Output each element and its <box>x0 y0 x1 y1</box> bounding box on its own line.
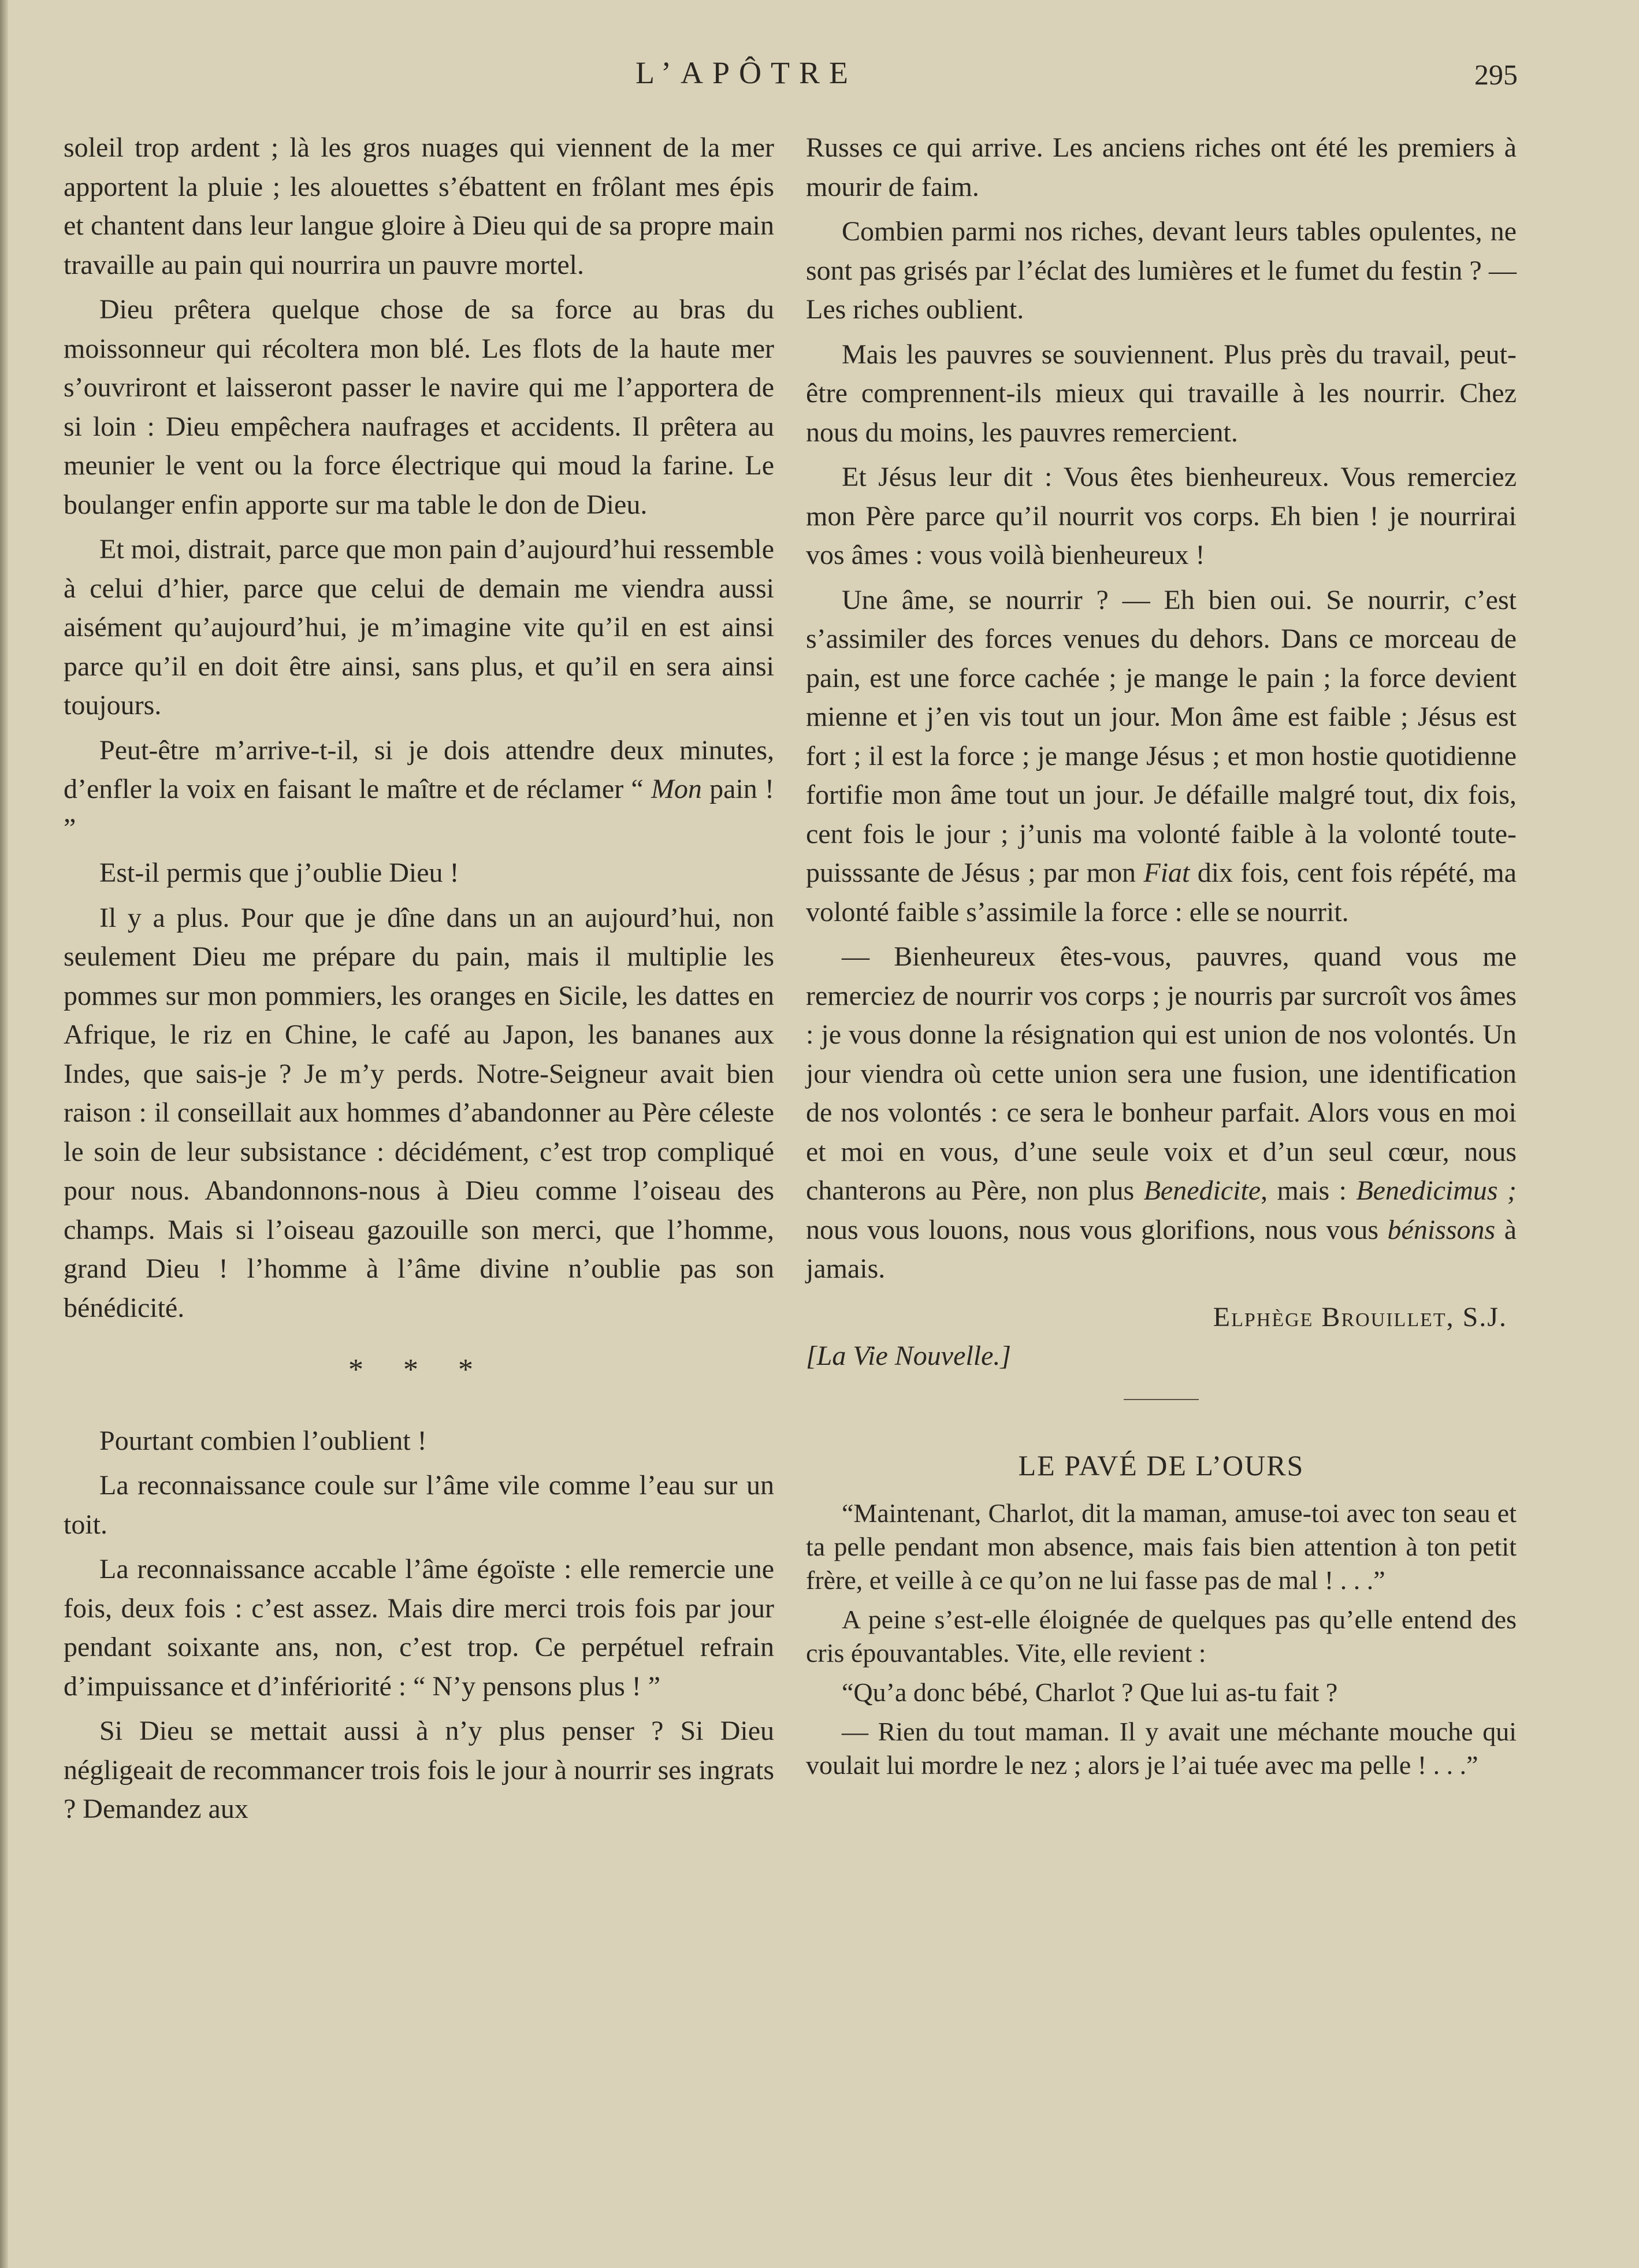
paragraph: Russes ce qui arrive. Les anciens riches ont été les premiers à mourir de faim. <box>806 132 1517 202</box>
article-title: LE PAVÉ DE L’OURS <box>1018 1449 1304 1482</box>
paragraph: La reconnaissance coule sur l’âme vile comme l’eau sur un toit. <box>64 1470 774 1540</box>
paragraph: “Maintenant, Charlot, dit la maman, amuse-toi avec ton seau et ta pelle pendant mon absence, mais fais bien attention à ton petit frère, et veille à ce qu’on ne lui fasse pas de mal ! . . .” <box>806 1498 1517 1595</box>
paragraph <box>806 937 1517 1289</box>
paragraph: Et Jésus leur dit : Vous êtes bienheureux. Vous remerciez mon Père parce qu’il nourrit vos corps. Eh bien ! je nourrirai vos âmes : vous voilà bienheureux ! <box>806 462 1517 570</box>
text-run: pain ! ” <box>64 774 774 844</box>
paragraph: “Qu’a donc bébé, Charlot ? Que lui as-tu fait ? <box>842 1677 1338 1707</box>
running-title: L’APÔTRE <box>635 55 858 90</box>
section-divider <box>1124 1399 1199 1400</box>
paragraph: Si Dieu se mettait aussi à n’y plus penser ? Si Dieu négligeait de recommancer trois fois le jour à nourrir ses ingrats ? Demandez aux <box>64 1716 774 1824</box>
paragraph: Dieu prêtera quelque chose de sa force au bras du moissonneur qui récoltera mon blé. Les flots de la haute mer s’ouvriront et laisseront passer le navire qui me l’apportera de si loin : Dieu empêchera naufrages et accidents. Il prêtera au meunier le vent ou la force électrique qui moud la farine. Le boulanger enfin apporte sur ma table le don de Dieu. <box>64 294 774 520</box>
italic-text: Benedicite <box>1143 1175 1261 1206</box>
text-run: Une âme, se nourrir ? — Eh bien oui. Se nourrir, c’est s’assimiler des forces venues du dehors. Dans ce morceau de pain, est une force cachée ; je mange le pain ; la force devient mienne et j’en vis tout un jour. Mon âme est faible ; Jésus est fort ; il est la force ; je mange Jésus ; et mon hostie quotidienne fortifie mon âme tout un jour. Je défaille malgré tout, dix fois, cent fois le jour ; j’unis ma volonté faible à la volonté toute-puisssante de Jésus ; par mon <box>806 584 1517 888</box>
paragraph: A peine s’est-elle éloignée de quelques pas qu’elle entend des cris épouvantables. Vite, elle revient : <box>806 1605 1517 1668</box>
text-run: nous vous louons, nous vous glorifions, nous vous <box>806 1214 1388 1245</box>
text-run: , mais : <box>1261 1175 1356 1206</box>
paragraph: — Rien du tout maman. Il y avait une méchante mouche qui voulait lui mordre le nez ; alors je l’ai tuée avec ma pelle ! . . .” <box>806 1717 1517 1780</box>
paragraph <box>806 581 1517 932</box>
text-run: Peut-être m’arrive-t-il, si je dois attendre deux minutes, d’enfler la voix en faisant le maître et de réclamer “ <box>64 734 774 804</box>
paragraph: La reconnaissance accable l’âme égoïste : elle remercie une fois, deux fois : c’est assez. Mais dire merci trois fois par jour pendant soixante ans, non, c’est trop. Ce perpétuel refrain d’impuissance et d’infériorité : “ N’y pensons plus ! ” <box>64 1554 774 1702</box>
author-signature: Elphège Brouillet, S.J. <box>1213 1301 1507 1332</box>
source-citation: [La Vie Nouvelle.] <box>806 1341 1012 1371</box>
paragraph: Et moi, distrait, parce que mon pain d’aujourd’hui ressemble à celui d’hier, parce que celui de demain me viendra aussi aisément qu’aujourd’hui, je m’imagine vite qu’il en est ainsi parce qu’il en doit être ainsi, sans plus, et qu’il en sera ainsi toujours. <box>64 534 774 721</box>
text-run: dix fois, cent fois répété, ma volonté faible s’assimile la force : elle se nourrit. <box>806 858 1517 927</box>
paragraph: Il y a plus. Pour que je dîne dans un an aujourd’hui, non seulement Dieu me prépare du pain, mais il multiplie les pommes sur mon pommiers, les oranges en Sicile, les dattes en Afrique, le riz en Chine, le café au Japon, les bananes aux Indes, que sais-je ? Je m’y perds. Notre-Seigneur avait bien raison : il conseillait aux hommes d’abandonner au Père céleste le soin de leur subsistance : décidément, c’est trop compliqué pour nous. Abandonnons-nous à Dieu comme l’oiseau des champs. Mais si l’oiseau gazouille son merci, que l’homme, grand Dieu ! l’homme à l’âme divine n’oublie pas son bénédicité. <box>64 902 774 1323</box>
paragraph: Combien parmi nos riches, devant leurs tables opulentes, ne sont pas grisés par l’éclat des lumières et le fumet du festin ? — Les riches oublient. <box>806 216 1517 325</box>
paragraph: Mais les pauvres se souviennent. Plus près du travail, peut-être comprennent-ils mieux qui travaille à les nourrir. Chez nous du moins, les pauvres remercient. <box>806 339 1517 448</box>
page-number: 295 <box>1474 58 1518 91</box>
running-head <box>0 55 1639 101</box>
page-binding-edge <box>0 0 8 2268</box>
text-run: à jamais. <box>806 1214 1517 1284</box>
italic-text: Mon <box>651 774 702 804</box>
right-column <box>806 128 1517 1788</box>
italic-text: Fiat <box>1143 858 1190 888</box>
paragraph: Pourtant combien l’oublient ! <box>99 1425 427 1456</box>
paragraph <box>64 731 774 848</box>
italic-text: Benedicimus ; <box>1356 1175 1517 1206</box>
section-asterism: * * * <box>348 1353 489 1386</box>
italic-text: bénissons <box>1387 1214 1496 1245</box>
left-column <box>64 128 774 1835</box>
text-run: — Bienheureux êtes-vous, pauvres, quand vous me remerciez de nourrir vos corps ; je nourris par surcroît vos âmes : je vous donne la résignation qui est union de nos volontés. Un jour viendra où cette union sera une fusion, une identification de nos volontés : ce sera le bonheur parfait. Alors vous en moi et moi en vous, d’une seule voix et d’un seul cœur, nous chanterons au Père, non plus <box>806 941 1517 1206</box>
paragraph: Est-il permis que j’oublie Dieu ! <box>99 858 459 888</box>
paragraph: soleil trop ardent ; là les gros nuages qui viennent de la mer apportent la pluie ; les alouettes s’ébattent en frôlant mes épis et chantent dans leur langue gloire à Dieu qui de sa propre main travaille au pain qui nourrira un pauvre mortel. <box>64 132 774 280</box>
